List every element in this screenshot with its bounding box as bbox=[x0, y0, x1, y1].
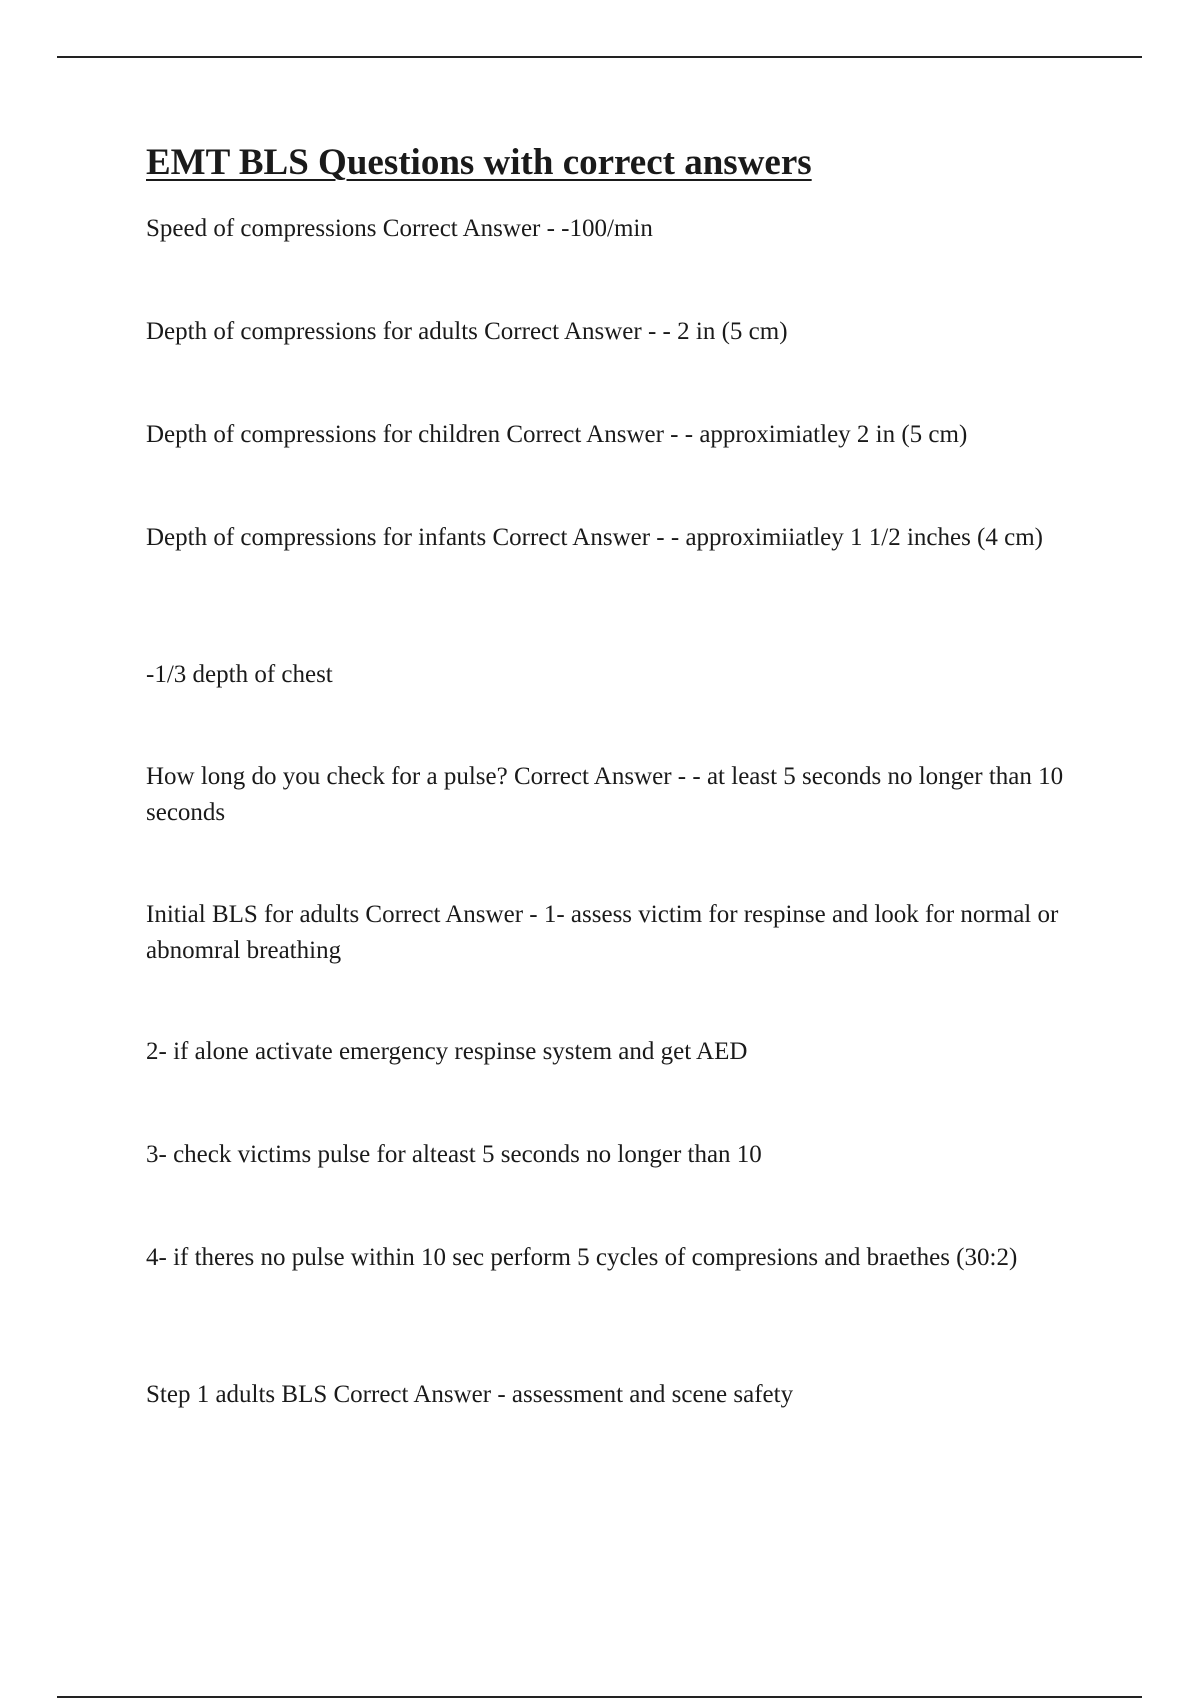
paragraph-depth-adults: Depth of compressions for adults Correct Answer - - 2 in (5 cm) bbox=[146, 318, 788, 345]
paragraph-step-1-adults: Step 1 adults BLS Correct Answer - assessment and scene safety bbox=[146, 1381, 794, 1408]
bottom-rule bbox=[57, 1696, 1142, 1698]
top-rule bbox=[57, 56, 1142, 58]
paragraph-one-third-depth: -1/3 depth of chest bbox=[146, 661, 333, 688]
paragraph-speed-of-compressions: Speed of compressions Correct Answer - -100/min bbox=[146, 215, 653, 242]
paragraph-step-2: 2- if alone activate emergency respinse system and get AED bbox=[146, 1038, 748, 1065]
paragraph-pulse-check: How long do you check for a pulse? Correct Answer - - at least 5 seconds no longer than 10 seconds bbox=[146, 763, 1064, 826]
paragraph-depth-infants: Depth of compressions for infants Correct Answer - - approximiiatley 1 1/2 inches (4 cm) bbox=[146, 524, 1043, 551]
document-title: EMT BLS Questions with correct answers bbox=[146, 142, 812, 183]
paragraph-step-4: 4- if theres no pulse within 10 sec perform 5 cycles of compresions and braethes (30:2) bbox=[146, 1244, 1018, 1271]
paragraph-depth-children: Depth of compressions for children Correct Answer - - approximiatley 2 in (5 cm) bbox=[146, 421, 968, 448]
paragraph-step-3: 3- check victims pulse for alteast 5 seconds no longer than 10 bbox=[146, 1141, 762, 1168]
paragraph-initial-bls-step-1: Initial BLS for adults Correct Answer - 1- assess victim for respinse and look for normal or abnomral breathing bbox=[146, 901, 1059, 964]
